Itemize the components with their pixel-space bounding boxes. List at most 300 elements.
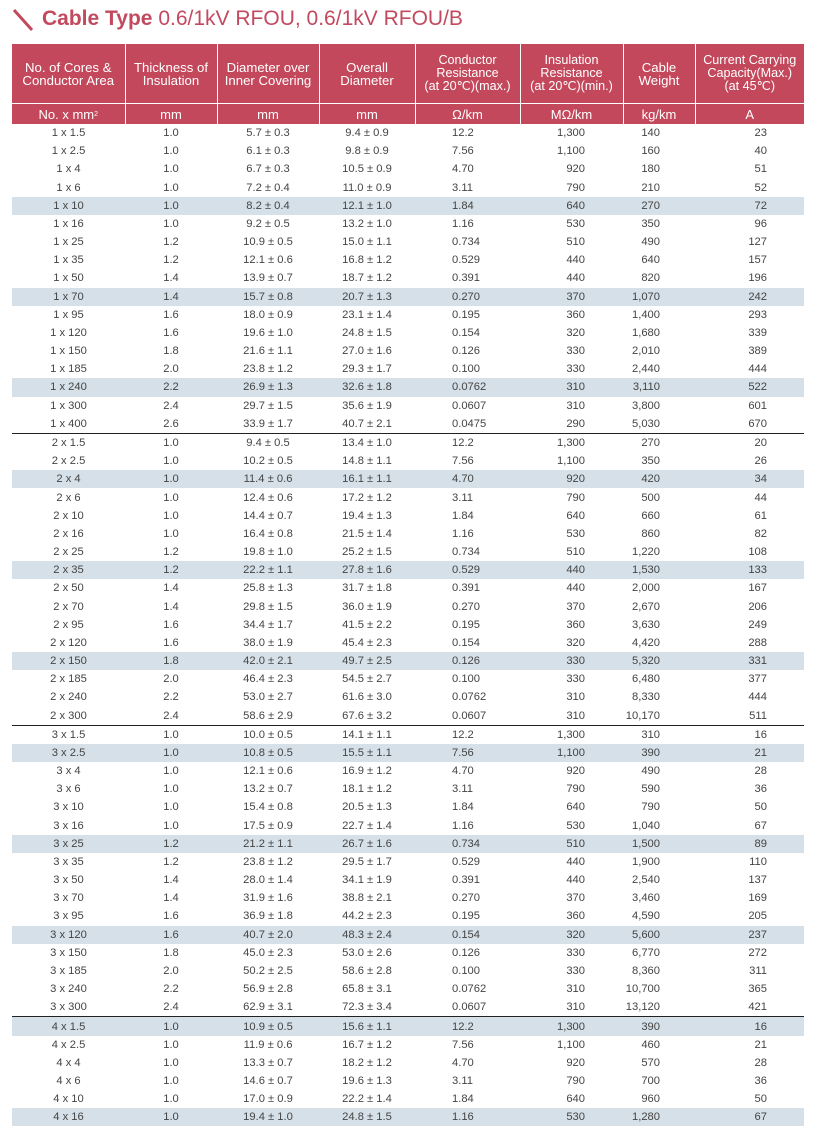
- table-row: [12, 907, 804, 925]
- table-cell: 3 x 50: [53, 874, 84, 887]
- table-cell: 3 x 120: [12, 926, 125, 944]
- table-cell: 522: [695, 378, 804, 396]
- table-cell: 1 x 120: [50, 326, 87, 339]
- table-cell: 20.5 ± 1.3: [342, 801, 392, 814]
- table-cell: 790: [566, 1075, 585, 1088]
- table-cell: 0.0607: [452, 1001, 487, 1014]
- column-unit-label: No. x mm: [38, 106, 95, 122]
- table-cell: 50: [754, 1093, 767, 1106]
- table-cell: 8.2 ± 0.4: [217, 197, 319, 215]
- table-cell: 3 x 16: [53, 819, 84, 832]
- table-cell: 920: [566, 1056, 585, 1069]
- table-row: [12, 670, 804, 688]
- table-cell: 1.2: [163, 855, 179, 868]
- table-cell: 10.5 ± 0.9: [342, 163, 392, 176]
- column-header-line: Weight: [638, 72, 680, 88]
- table-cell: 1 x 2.5: [51, 145, 86, 158]
- table-cell: 1.6: [163, 910, 179, 923]
- table-cell: 31.7 ± 1.8: [342, 582, 392, 595]
- table-row: [12, 634, 804, 652]
- table-cell: 3.11: [452, 783, 473, 796]
- table-cell: 440: [566, 582, 585, 595]
- table-cell: 4 x 10: [53, 1093, 84, 1106]
- table-cell: 920: [566, 765, 585, 778]
- table-row: [12, 360, 804, 378]
- table-cell: 530: [520, 1108, 623, 1126]
- page-title: [42, 7, 463, 31]
- table-cell: 8,360: [632, 964, 660, 977]
- table-cell: 3 x 2.5: [12, 744, 125, 762]
- table-cell: 127: [748, 236, 767, 249]
- table-cell: 6.1 ± 0.3: [246, 145, 290, 158]
- table-cell: 34.1 ± 1.9: [342, 874, 392, 887]
- column-unit-0: [12, 104, 125, 125]
- table-cell: 28.0 ± 1.4: [243, 874, 293, 887]
- table-cell: 67: [754, 819, 767, 832]
- table-cell: 22.2 ± 1.4: [342, 1093, 392, 1106]
- table-cell: 1.0: [163, 819, 179, 832]
- table-cell: 440: [566, 855, 585, 868]
- table-cell: 3,460: [632, 892, 660, 905]
- column-header-line: Diameter over: [226, 59, 310, 75]
- table-cell: 48.3 ± 2.4: [319, 926, 415, 944]
- table-cell: 13.2 ± 1.0: [342, 217, 392, 230]
- table-cell: 10,170: [625, 709, 660, 722]
- table-row: [12, 433, 804, 452]
- table-cell: 11.9 ± 0.6: [243, 1038, 293, 1051]
- table-cell: 293: [748, 308, 767, 321]
- column-unit-2: [217, 104, 319, 125]
- table-cell: 41.5 ± 2.2: [342, 618, 392, 631]
- table-cell: 42.0 ± 2.1: [217, 652, 319, 670]
- table-cell: 1,070: [623, 288, 695, 306]
- table-header: [12, 44, 804, 124]
- table-cell: 137: [748, 874, 767, 887]
- table-row: [12, 616, 804, 634]
- table-cell: 1.4: [163, 582, 179, 595]
- table-cell: 34: [695, 470, 804, 488]
- table-row: [12, 415, 804, 434]
- table-cell: 16.7 ± 1.2: [342, 1038, 392, 1051]
- table-cell: 920: [520, 470, 623, 488]
- table-cell: 24.8 ± 1.5: [342, 326, 392, 339]
- table-cell: 290: [566, 417, 585, 430]
- table-cell: 360: [566, 308, 585, 321]
- column-unit-4: [415, 104, 520, 125]
- table-cell: 2,540: [632, 874, 660, 887]
- table-row: [12, 269, 804, 287]
- table-cell: 0.195: [452, 618, 480, 631]
- table-cell: 14.4 ± 0.7: [243, 509, 293, 522]
- table-cell: 0.529: [452, 254, 480, 267]
- table-cell: 310: [520, 378, 623, 396]
- table-cell: 21: [754, 1038, 767, 1051]
- table-cell: 5,030: [632, 417, 660, 430]
- table-cell: 3,800: [632, 399, 660, 412]
- table-row: [12, 251, 804, 269]
- table-cell: 1 x 400: [50, 417, 87, 430]
- table-row: [12, 397, 804, 415]
- table-cell: 40: [754, 145, 767, 158]
- column-unit-label: Ω/km: [452, 106, 483, 122]
- table-cell: 2 x 150: [12, 652, 125, 670]
- table-cell: 1.0: [163, 1038, 179, 1051]
- table-cell: 3,630: [632, 618, 660, 631]
- table-body: [12, 124, 804, 1126]
- table-cell: 61: [754, 509, 767, 522]
- table-cell: 133: [695, 561, 804, 579]
- table-cell: 700: [641, 1075, 660, 1088]
- table-cell: 3 x 6: [56, 783, 81, 796]
- column-header-5: [520, 44, 623, 104]
- table-cell: 18.0 ± 0.9: [243, 308, 293, 321]
- table-cell: 1.84: [452, 509, 474, 522]
- table-cell: 1,220: [632, 546, 660, 559]
- column-header-6: [623, 44, 695, 104]
- table-cell: 860: [641, 527, 660, 540]
- table-cell: 0.734: [415, 835, 520, 853]
- table-cell: 53.0 ± 2.6: [342, 946, 392, 959]
- table-cell: 330: [566, 673, 585, 686]
- table-cell: 140: [641, 127, 660, 140]
- table-cell: 2.2: [163, 983, 179, 996]
- table-cell: 2 x 4: [12, 470, 125, 488]
- table-row: [12, 817, 804, 835]
- column-unit-label: kg/km: [641, 106, 677, 122]
- table-cell: 330: [566, 946, 585, 959]
- table-cell: 5,320: [623, 652, 695, 670]
- table-cell: 13.3 ± 0.7: [243, 1056, 293, 1069]
- title-bold: Cable Type: [42, 7, 153, 30]
- title-rest: 0.6/1kV RFOU, 0.6/1kV RFOU/B: [158, 7, 463, 30]
- table-cell: 0.391: [452, 272, 480, 285]
- table-cell: 22.2 ± 1.1: [217, 561, 319, 579]
- table-cell: 0.0475: [452, 417, 487, 430]
- table-cell: 16.9 ± 1.2: [342, 765, 392, 778]
- column-unit-3: [319, 104, 415, 125]
- table-cell: 0.154: [452, 326, 480, 339]
- table-cell: 1.84: [452, 1093, 474, 1106]
- table-cell: 14.1 ± 1.1: [319, 725, 415, 744]
- table-cell: 1,100: [557, 1038, 585, 1051]
- column-header-line: Thickness of: [133, 59, 209, 75]
- table-cell: 1.0: [163, 509, 179, 522]
- table-cell: 310: [566, 691, 585, 704]
- table-row: [12, 1072, 804, 1090]
- table-cell: 0.195: [452, 910, 480, 923]
- table-cell: 169: [748, 892, 767, 905]
- table-cell: 20.7 ± 1.3: [319, 288, 415, 306]
- table-cell: 0.0607: [452, 709, 487, 722]
- table-cell: 13.9 ± 0.7: [243, 272, 293, 285]
- table-cell: 29.7 ± 1.5: [243, 399, 293, 412]
- table-cell: 4 x 6: [56, 1075, 81, 1088]
- table-cell: 530: [566, 527, 585, 540]
- table-cell: 10.9 ± 0.5: [243, 236, 293, 249]
- table-cell: 1,530: [623, 561, 695, 579]
- table-cell: 1 x 16: [53, 217, 84, 230]
- table-cell: 1.8: [163, 946, 179, 959]
- column-header-line: Insulation: [142, 72, 200, 88]
- table-cell: 67: [695, 1108, 804, 1126]
- table-cell: 36.0 ± 1.9: [342, 600, 392, 613]
- table-row: [12, 762, 804, 780]
- table-cell: 72.3 ± 3.4: [342, 1001, 392, 1014]
- slash-mark-icon: [12, 8, 34, 32]
- table-cell: 0.529: [415, 561, 520, 579]
- table-cell: 330: [566, 345, 585, 358]
- table-row: [12, 962, 804, 980]
- table-cell: 26: [754, 455, 767, 468]
- table-cell: 28: [754, 765, 767, 778]
- table-cell: 4 x 4: [56, 1056, 81, 1069]
- column-header-1: [125, 44, 217, 104]
- table-cell: 2 x 95: [53, 618, 84, 631]
- table-cell: 25.2 ± 1.5: [342, 546, 392, 559]
- table-cell: 2.0: [163, 363, 179, 376]
- table-cell: 33.9 ± 1.7: [243, 417, 293, 430]
- table-cell: 920: [566, 163, 585, 176]
- table-cell: 310: [566, 983, 585, 996]
- table-cell: 1.0: [163, 127, 179, 140]
- column-unit-label: MΩ/km: [550, 106, 593, 122]
- table-cell: 20: [695, 433, 804, 452]
- table-cell: 3.11: [452, 491, 473, 504]
- table-cell: 1 x 1.5: [51, 127, 86, 140]
- table-cell: 23.8 ± 1.2: [243, 363, 293, 376]
- table-cell: 1.0: [163, 1093, 179, 1106]
- table-cell: 6,770: [632, 946, 660, 959]
- table-cell: 1.0: [163, 491, 179, 504]
- table-cell: 15.0 ± 1.1: [342, 236, 392, 249]
- table-cell: 23.1 ± 1.4: [342, 308, 392, 321]
- table-cell: 1 x 6: [56, 181, 81, 194]
- table-cell: 3 x 4: [56, 765, 81, 778]
- table-cell: 1,680: [632, 326, 660, 339]
- table-cell: 24.8 ± 1.5: [319, 1108, 415, 1126]
- table-cell: 12.1 ± 1.0: [319, 197, 415, 215]
- table-cell: 9.2 ± 0.5: [246, 217, 290, 230]
- table-cell: 370: [566, 892, 585, 905]
- table-row: [12, 233, 804, 251]
- table-row: [12, 579, 804, 597]
- table-cell: 31.9 ± 1.6: [243, 892, 293, 905]
- table-cell: 640: [641, 254, 660, 267]
- table-row: [12, 597, 804, 615]
- table-cell: 1.0: [163, 801, 179, 814]
- table-cell: 0.195: [452, 308, 480, 321]
- table-cell: 23.8 ± 1.2: [243, 855, 293, 868]
- table-row: [12, 780, 804, 798]
- table-cell: 1.0: [163, 1056, 179, 1069]
- table-cell: 1.4: [125, 288, 217, 306]
- table-cell: 40.7 ± 2.1: [342, 417, 392, 430]
- table-cell: 1.4: [163, 892, 179, 905]
- table-cell: 790: [566, 491, 585, 504]
- column-header-2: [217, 44, 319, 104]
- table-row: [12, 798, 804, 816]
- table-cell: 2 x 16: [53, 527, 84, 540]
- table-cell: 440: [520, 561, 623, 579]
- table-cell: 19.4 ± 1.3: [342, 509, 392, 522]
- table-cell: 67.6 ± 3.2: [342, 709, 392, 722]
- table-cell: 36.9 ± 1.8: [243, 910, 293, 923]
- table-cell: 58.6 ± 2.8: [342, 964, 392, 977]
- table-cell: 19.4 ± 1.0: [217, 1108, 319, 1126]
- table-cell: 180: [641, 163, 660, 176]
- table-cell: 6,480: [632, 673, 660, 686]
- table-cell: 29.5 ± 1.7: [342, 855, 392, 868]
- table-cell: 2 x 70: [53, 600, 84, 613]
- table-cell: 490: [641, 236, 660, 249]
- table-cell: 310: [566, 709, 585, 722]
- table-row: [12, 470, 804, 488]
- table-cell: 2.4: [163, 1001, 179, 1014]
- column-unit-6: [623, 104, 695, 125]
- table-cell: 242: [695, 288, 804, 306]
- table-cell: 44.2 ± 2.3: [342, 910, 392, 923]
- table-cell: 21.2 ± 1.1: [217, 835, 319, 853]
- column-header-0: [12, 44, 125, 104]
- table-cell: 89: [695, 835, 804, 853]
- column-header-line: (at 45℃): [724, 79, 776, 93]
- table-row: [12, 725, 804, 744]
- table-cell: 5,600: [623, 926, 695, 944]
- table-cell: 270: [623, 197, 695, 215]
- table-cell: 0.0762: [452, 691, 487, 704]
- table-cell: 110: [749, 855, 767, 868]
- table-row: [12, 980, 804, 998]
- table-cell: 12.1 ± 0.6: [243, 254, 293, 267]
- table-cell: 510: [566, 546, 585, 559]
- table-cell: 13.4 ± 1.0: [319, 433, 415, 452]
- table-cell: 0.734: [452, 236, 480, 249]
- table-cell: 53.0 ± 2.7: [243, 691, 293, 704]
- table-cell: 310: [566, 399, 585, 412]
- table-cell: 1.0: [163, 181, 179, 194]
- table-cell: 17.5 ± 0.9: [243, 819, 293, 832]
- table-cell: 3 x 10: [53, 801, 84, 814]
- table-cell: 22.7 ± 1.4: [342, 819, 392, 832]
- column-header-line: Inner Covering: [224, 72, 312, 88]
- table-cell: 1.0: [163, 217, 179, 230]
- table-cell: 339: [748, 326, 767, 339]
- table-cell: 4.70: [452, 765, 474, 778]
- table-cell: 1,900: [632, 855, 660, 868]
- table-cell: 9.8 ± 0.9: [345, 145, 389, 158]
- table-cell: 0.391: [452, 582, 480, 595]
- table-cell: 1 x 95: [53, 308, 84, 321]
- table-cell: 12.2: [415, 725, 520, 744]
- table-cell: 1,100: [557, 145, 585, 158]
- table-cell: 2 x 25: [53, 546, 84, 559]
- table-row: [12, 488, 804, 506]
- table-cell: 640: [566, 801, 585, 814]
- table-cell: 35.6 ± 1.9: [342, 399, 392, 412]
- table-cell: 167: [748, 582, 767, 595]
- table-cell: 50: [754, 801, 767, 814]
- table-cell: 2.2: [125, 378, 217, 396]
- table-cell: 490: [641, 765, 660, 778]
- table-cell: 1,500: [623, 835, 695, 853]
- table-cell: 1.16: [452, 217, 474, 230]
- column-unit-label: mm: [257, 106, 279, 122]
- table-cell: 330: [566, 964, 585, 977]
- table-cell: 640: [520, 197, 623, 215]
- table-cell: 2 x 120: [50, 636, 87, 649]
- table-cell: 570: [641, 1056, 660, 1069]
- table-cell: 11.4 ± 0.6: [217, 470, 319, 488]
- table-cell: 350: [641, 217, 660, 230]
- table-cell: 1 x 240: [12, 378, 125, 396]
- table-cell: 1 x 70: [12, 288, 125, 306]
- table-cell: 2.4: [163, 399, 179, 412]
- table-cell: 3.11: [452, 1075, 473, 1088]
- table-cell: 3,110: [623, 378, 695, 396]
- table-cell: 365: [748, 983, 767, 996]
- table-cell: 360: [566, 910, 585, 923]
- table-cell: 6.7 ± 0.3: [246, 163, 290, 176]
- table-row: [12, 197, 804, 215]
- table-row: [12, 944, 804, 962]
- table-cell: 4 x 1.5: [12, 1017, 125, 1036]
- column-unit-7: [695, 104, 804, 125]
- table-cell: 0.0762: [452, 983, 487, 996]
- table-row: [12, 324, 804, 342]
- table-cell: 1.4: [163, 874, 179, 887]
- table-cell: 15.7 ± 0.8: [217, 288, 319, 306]
- table-cell: 7.2 ± 0.4: [246, 181, 290, 194]
- table-cell: 40.7 ± 2.0: [217, 926, 319, 944]
- table-cell: 510: [566, 236, 585, 249]
- table-cell: 7.56: [415, 744, 520, 762]
- table-cell: 28: [754, 1056, 767, 1069]
- table-row: [12, 342, 804, 360]
- table-cell: 2 x 1.5: [12, 433, 125, 452]
- table-cell: 1,300: [520, 433, 623, 452]
- table-cell: 26.7 ± 1.6: [319, 835, 415, 853]
- table-cell: 46.4 ± 2.3: [243, 673, 293, 686]
- table-row: [12, 288, 804, 306]
- table-cell: 790: [641, 801, 660, 814]
- table-cell: 7.56: [452, 455, 474, 468]
- table-cell: 320: [566, 636, 585, 649]
- table-cell: 421: [748, 1001, 767, 1014]
- table-cell: 19.6 ± 1.3: [342, 1075, 392, 1088]
- table-cell: 12.2: [452, 127, 474, 140]
- table-cell: 2 x 35: [12, 561, 125, 579]
- table-cell: 4 x 2.5: [51, 1038, 86, 1051]
- table-cell: 0.154: [452, 636, 480, 649]
- table-cell: 1.16: [452, 527, 474, 540]
- table-cell: 420: [623, 470, 695, 488]
- table-cell: 444: [748, 691, 767, 704]
- table-cell: 1.84: [452, 801, 474, 814]
- table-cell: 19.6 ± 1.0: [243, 326, 293, 339]
- table-cell: 1.4: [163, 272, 179, 285]
- table-cell: 1,280: [623, 1108, 695, 1126]
- table-row: [12, 1017, 804, 1036]
- table-cell: 510: [520, 835, 623, 853]
- table-cell: 1.0: [163, 765, 179, 778]
- table-cell: 1 x 25: [53, 236, 84, 249]
- table-cell: 52: [754, 181, 767, 194]
- table-cell: 13,120: [625, 1001, 660, 1014]
- column-header-line: (at 20℃)(min.): [530, 79, 613, 93]
- table-cell: 9.4 ± 0.9: [345, 127, 389, 140]
- table-cell: 1 x 300: [50, 399, 87, 412]
- table-cell: 1.6: [163, 308, 179, 321]
